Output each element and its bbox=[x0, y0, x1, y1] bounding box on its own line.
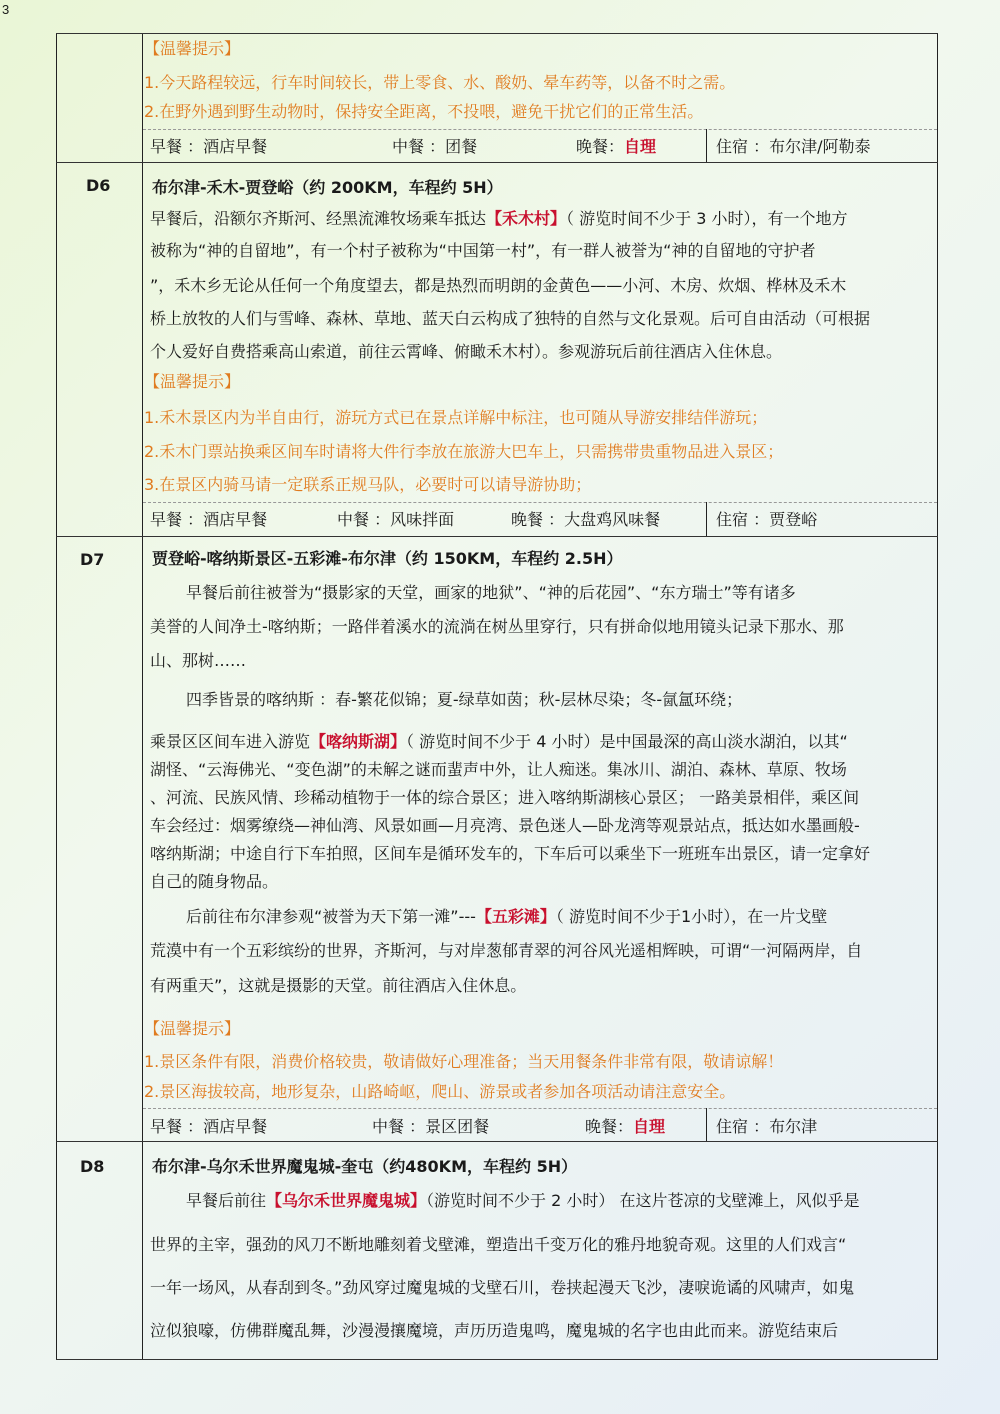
paragraph-line: 一年一场风，从春刮到冬。”劲风穿过魔鬼城的戈壁石川，卷挟起漫天飞沙，凄唳诡谲的风啸声，如鬼 bbox=[150, 1278, 855, 1297]
breakfast: 早餐 ：酒店早餐 bbox=[150, 137, 268, 156]
lunch: 中餐 ：风味拌面 bbox=[337, 510, 455, 529]
table-left-border bbox=[56, 33, 57, 1360]
highlight-attraction: 【乌尔禾世界魔鬼城】 bbox=[266, 1191, 427, 1210]
day-title: 贾登峪-喀纳斯景区-五彩滩-布尔津（约 150KM，车程约 2.5H） bbox=[152, 549, 623, 568]
highlight-attraction: 【禾木村】 bbox=[486, 209, 567, 228]
day-title: 布尔津-禾木-贾登峪（约 200KM，车程约 5H） bbox=[152, 178, 503, 197]
highlight-attraction: 【喀纳斯湖】 bbox=[310, 732, 407, 751]
lunch: 中餐 ：景区团餐 bbox=[372, 1117, 490, 1136]
text: 后前往布尔津参观“被誉为天下第一滩”--- bbox=[186, 907, 476, 926]
day-label: D6 bbox=[86, 176, 111, 195]
meal-separator-d7 bbox=[143, 1108, 937, 1109]
meal-stay-divider-d6 bbox=[706, 502, 707, 536]
table-right-border bbox=[937, 33, 938, 1360]
paragraph-line: ”，禾木乡无论从任何一个角度望去，都是热烈而明朗的金黄色——小河、木房、炊烟、桦林及禾木 bbox=[150, 276, 847, 295]
paragraph-line: 被称为“神的自留地”，有一个村子被称为“中国第一村”，有一群人被誉为“神的自留地的守护者 bbox=[150, 241, 816, 260]
dinner-value: 自理 bbox=[633, 1117, 666, 1136]
paragraph-line bbox=[150, 209, 847, 229]
table-top-border bbox=[56, 33, 938, 34]
text: （游览时间不少于 2 小时） 在这片苍凉的戈壁滩上，风似乎是 bbox=[426, 1191, 860, 1210]
highlight-attraction: 【五彩滩】 bbox=[475, 907, 556, 926]
dinner bbox=[585, 1117, 665, 1137]
tip-item: 2.在野外遇到野生动物时，保持安全距离，不投喂，避免干扰它们的正常生活。 bbox=[144, 102, 704, 121]
text: （ 游览时间不少于1小时），在一片戈壁 bbox=[555, 907, 828, 926]
dinner-label: 晚餐： bbox=[576, 137, 625, 156]
row-divider-d8 bbox=[56, 1141, 938, 1142]
meal-separator-d6 bbox=[143, 502, 937, 503]
tips-title: 【温馨提示】 bbox=[144, 1019, 241, 1038]
paragraph-line: 、河流、民族风情、珍稀动植物于一体的综合景区；进入喀纳斯湖核心景区； 一路美景相伴，乘区间 bbox=[150, 788, 860, 807]
tips-title: 【温馨提示】 bbox=[144, 372, 241, 391]
text: （ 游览时间不少于 3 小时），有一个地方 bbox=[566, 209, 848, 228]
meal-separator-top bbox=[143, 129, 937, 130]
meal-stay-divider-top bbox=[706, 129, 707, 162]
tip-item: 2.景区海拔较高，地形复杂，山路崎岖，爬山、游景或者参加各项活动请注意安全。 bbox=[144, 1082, 736, 1101]
tip-item: 2.禾木门票站换乘区间车时请将大件行李放在旅游大巴车上，只需携带贵重物品进入景区； bbox=[144, 442, 784, 461]
day-label: D8 bbox=[80, 1157, 105, 1176]
page-number: 3 bbox=[2, 2, 10, 17]
text: 早餐后前往 bbox=[186, 1191, 267, 1210]
dinner-label: 晚餐： bbox=[585, 1117, 634, 1136]
text: 乘景区区间车进入游览 bbox=[150, 732, 311, 751]
lunch: 中餐 ：团餐 bbox=[392, 137, 478, 156]
tip-item: 1.今天路程较远，行车时间较长，带上零食、水、酸奶、晕车药等，以备不时之需。 bbox=[144, 73, 736, 92]
stay: 住宿 ：布尔津 bbox=[716, 1117, 818, 1136]
dinner-value: 自理 bbox=[624, 137, 657, 156]
paragraph-line: 荒漠中有一个五彩缤纷的世界，齐斯河，与对岸葱郁青翠的河谷风光遥相辉映，可谓“一河隔两岸，自 bbox=[150, 941, 863, 960]
stay: 住宿 ：贾登峪 bbox=[716, 510, 818, 529]
paragraph-line: 湖怪、“云海佛光、“变色湖”的未解之谜而蜚声中外，让人痴迷。集冰川、湖泊、森林、草原、牧场 bbox=[150, 760, 847, 779]
paragraph-line: 美誉的人间净土-喀纳斯；一路伴着溪水的流淌在树丛里穿行，只有拼命似地用镜头记录下那水、那 bbox=[150, 617, 844, 636]
text: 早餐后，沿额尔齐斯河、经黑流滩牧场乘车抵达 bbox=[150, 209, 487, 228]
paragraph-line bbox=[186, 907, 827, 927]
tip-item: 1.景区条件有限，消费价格较贵，敬请做好心理准备；当天用餐条件非常有限，敬请谅解！ bbox=[144, 1052, 784, 1071]
paragraph-line: 山、那树…… bbox=[150, 651, 247, 670]
paragraph-line: 泣似狼嚎，仿佛群魔乱舞，沙漫漫攘魔境，声历历造鬼鸣，魔鬼城的名字也由此而来。游览结束后 bbox=[150, 1321, 839, 1340]
paragraph-line: 有两重天”，这就是摄影的天堂。前往酒店入住休息。 bbox=[150, 976, 527, 995]
breakfast: 早餐 ：酒店早餐 bbox=[150, 510, 268, 529]
tip-item: 3.在景区内骑马请一定联系正规马队，必要时可以请导游协助； bbox=[144, 475, 592, 494]
paragraph-line: 早餐后前往被誉为“摄影家的天堂，画家的地狱”、“神的后花园”、“东方瑞士”等有诸多 bbox=[186, 583, 796, 602]
text: （ 游览时间不少于 4 小时）是中国最深的高山淡水湖泊，以其“ bbox=[406, 732, 848, 751]
tips-title: 【温馨提示】 bbox=[144, 39, 241, 58]
paragraph-line: 个人爱好自费搭乘高山索道，前往云霄峰、俯瞰禾木村）。参观游玩后前往酒店入住休息。 bbox=[150, 342, 783, 361]
day-title: 布尔津-乌尔禾世界魔鬼城-奎屯（约480KM，车程约 5H） bbox=[152, 1157, 578, 1176]
paragraph-line: 世界的主宰，强劲的风刀不断地雕刻着戈壁滩，塑造出千变万化的雅丹地貌奇观。这里的人们戏言“ bbox=[150, 1235, 847, 1254]
paragraph-line bbox=[186, 1191, 859, 1211]
dinner bbox=[576, 137, 656, 157]
paragraph-line: 喀纳斯湖；中途自行下车拍照，区间车是循环发车的，下车后可以乘坐下一班班车出景区，请一定拿好 bbox=[150, 844, 871, 863]
breakfast: 早餐 ：酒店早餐 bbox=[150, 1117, 268, 1136]
dinner: 晚餐 ：大盘鸡风味餐 bbox=[511, 510, 661, 529]
paragraph-line: 车会经过：烟雾缭绕—神仙湾、风景如画—月亮湾、景色迷人—卧龙湾等观景站点，抵达如水墨画般- bbox=[150, 816, 860, 835]
table-divider bbox=[142, 33, 143, 1360]
paragraph-line: 桥上放牧的人们与雪峰、森林、草地、蓝天白云构成了独特的自然与文化景观。后可自由活动（可根据 bbox=[150, 309, 871, 328]
paragraph-line: 四季皆景的喀纳斯 ：春-繁花似锦；夏-绿草如茵；秋-层林尽染；冬-氤氲环绕； bbox=[186, 690, 743, 709]
stay: 住宿 ：布尔津/阿勒泰 bbox=[716, 137, 871, 156]
row-divider-d6 bbox=[56, 162, 938, 163]
row-divider-d7 bbox=[56, 536, 938, 537]
paragraph-line bbox=[150, 732, 848, 752]
meal-stay-divider-d7 bbox=[706, 1108, 707, 1141]
paragraph-line: 自己的随身物品。 bbox=[150, 872, 279, 891]
day-label: D7 bbox=[80, 550, 105, 569]
tip-item: 1.禾木景区内为半自由行，游玩方式已在景点详解中标注，也可随从导游安排结伴游玩； bbox=[144, 408, 768, 427]
table-bottom-border bbox=[56, 1359, 938, 1360]
